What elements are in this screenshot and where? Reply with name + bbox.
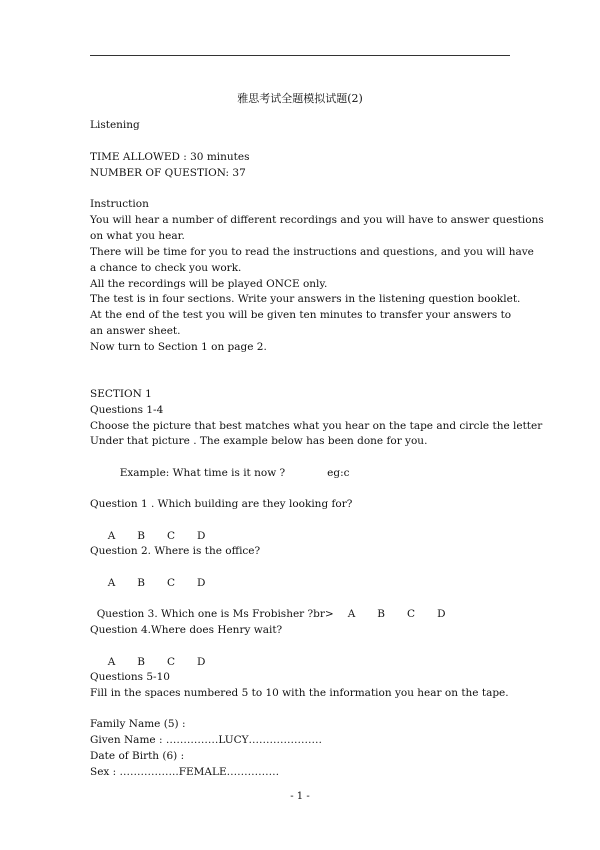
instruction-line: At the end of the test you will be given ten minutes to transfer your answers to xyxy=(90,309,512,321)
instruction-heading: Instruction xyxy=(90,198,149,210)
instruction-line: You will hear a number of different recordings and you will have to answer questions xyxy=(90,214,544,226)
instruction-line: There will be time for you to read the instructions and questions, and you will have xyxy=(90,246,534,258)
option-c: C xyxy=(407,608,416,620)
instruction-line: an answer sheet. xyxy=(90,325,181,337)
example-text: Example: What time is it now ? xyxy=(119,467,286,479)
example-answer: eg:c xyxy=(327,467,350,479)
option-a: A xyxy=(107,530,116,542)
fill-instruction: Fill in the spaces numbered 5 to 10 with the information you hear on the tape. xyxy=(90,687,509,699)
number-of-questions: NUMBER OF QUESTION: 37 xyxy=(90,167,246,179)
question-2: Question 2. Where is the office? xyxy=(90,545,261,557)
section-instruction-line: Choose the picture that best matches what you hear on the tape and circle the letter xyxy=(90,420,543,432)
option-c: C xyxy=(167,577,176,589)
question-4: Question 4.Where does Henry wait? xyxy=(90,624,283,636)
option-d: D xyxy=(197,656,206,668)
section-instruction-line: Under that picture . The example below has been done for you. xyxy=(90,435,428,447)
option-c: C xyxy=(167,530,176,542)
sex-field: Sex : ……………..FEMALE…………… xyxy=(90,766,280,778)
option-b: B xyxy=(137,530,145,542)
question-3-line xyxy=(90,590,520,622)
option-d: D xyxy=(197,530,206,542)
page-number: - 1 - xyxy=(290,791,310,802)
instruction-line: All the recordings will be played ONCE only. xyxy=(90,278,328,290)
question-1-options xyxy=(101,512,531,544)
section-heading: SECTION 1 xyxy=(90,388,152,400)
option-d: D xyxy=(437,608,446,620)
listening-heading: Listening xyxy=(90,119,140,131)
instruction-line: Now turn to Section 1 on page 2. xyxy=(90,341,267,353)
family-name-field: Family Name (5) : xyxy=(90,718,186,730)
date-of-birth-field: Date of Birth (6) : xyxy=(90,750,185,762)
question-3-options xyxy=(348,608,468,620)
header-rule xyxy=(90,55,510,56)
question-4-options xyxy=(101,638,531,670)
option-b: B xyxy=(377,608,386,620)
option-a: A xyxy=(347,608,356,620)
time-allowed: TIME ALLOWED : 30 minutes xyxy=(90,151,250,163)
option-b: B xyxy=(137,577,145,589)
instruction-line: The test is in four sections. Write your answers in the listening question booklet. xyxy=(90,293,521,305)
given-name-field: Given Name : ……………LUCY………………… xyxy=(90,734,323,746)
option-c: C xyxy=(167,656,176,668)
option-a: A xyxy=(107,656,116,668)
instruction-line: on what you hear. xyxy=(90,230,185,242)
question-2-options xyxy=(101,559,531,591)
example-line xyxy=(113,449,543,481)
instruction-line: a chance to check you work. xyxy=(90,262,242,274)
question-3: Question 3. Which one is Ms Frobisher ?br> xyxy=(96,608,334,620)
option-b: B xyxy=(137,656,145,668)
questions-1-4-heading: Questions 1-4 xyxy=(90,404,164,416)
option-d: D xyxy=(197,577,206,589)
questions-5-10-heading: Questions 5-10 xyxy=(90,671,170,683)
document-title: 雅思考试全题模拟试题(2) xyxy=(237,92,363,105)
option-a: A xyxy=(107,577,116,589)
question-1: Question 1 . Which building are they looking for? xyxy=(90,498,353,510)
